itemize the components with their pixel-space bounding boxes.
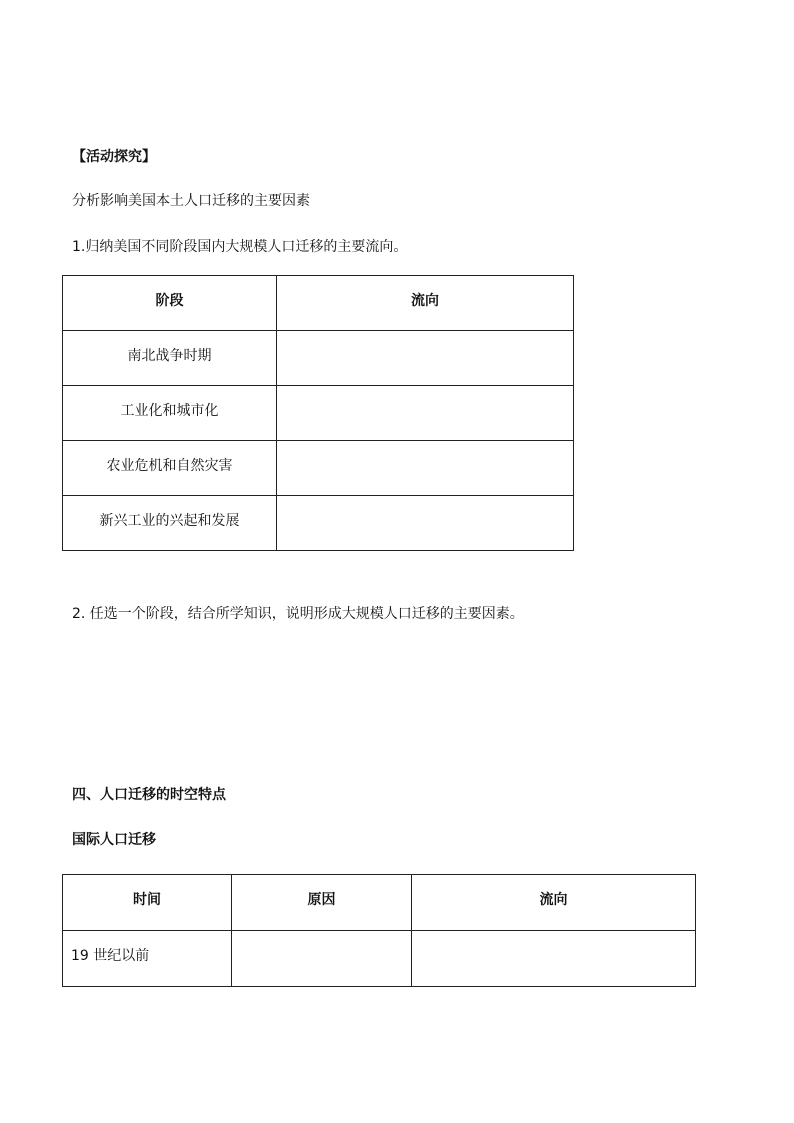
direction-cell[interactable] <box>412 931 696 987</box>
table-row <box>63 331 574 386</box>
section-heading: 四、人口迁移的时空特点 <box>72 787 226 803</box>
table-row <box>63 386 574 441</box>
direction-cell[interactable] <box>277 496 574 551</box>
reason-cell[interactable] <box>232 931 412 987</box>
activity-heading: 【活动探究】 <box>72 149 156 165</box>
table-row <box>63 931 696 987</box>
stage-cell: 农业危机和自然灾害 <box>63 441 277 496</box>
header-stage: 阶段 <box>63 276 277 331</box>
table-row <box>63 496 574 551</box>
direction-cell[interactable] <box>277 386 574 441</box>
header-direction: 流向 <box>277 276 574 331</box>
table-header-row <box>63 875 696 931</box>
direction-cell[interactable] <box>277 441 574 496</box>
migration-direction-table <box>62 275 574 551</box>
international-migration-table <box>62 874 696 987</box>
activity-subtitle: 分析影响美国本土人口迁移的主要因素 <box>72 193 310 209</box>
table-header-row <box>63 276 574 331</box>
header-direction: 流向 <box>412 875 696 931</box>
direction-cell[interactable] <box>277 331 574 386</box>
stage-cell: 新兴工业的兴起和发展 <box>63 496 277 551</box>
header-time: 时间 <box>63 875 232 931</box>
question-2: 2. 任选一个阶段，结合所学知识，说明形成大规模人口迁移的主要因素。 <box>72 606 524 622</box>
stage-cell: 工业化和城市化 <box>63 386 277 441</box>
section-subheading: 国际人口迁移 <box>72 832 156 848</box>
time-cell: 19 世纪以前 <box>63 931 232 987</box>
header-reason: 原因 <box>232 875 412 931</box>
question-1: 1.归纳美国不同阶段国内大规模人口迁移的主要流向。 <box>72 239 408 255</box>
stage-cell: 南北战争时期 <box>63 331 277 386</box>
table-row <box>63 441 574 496</box>
